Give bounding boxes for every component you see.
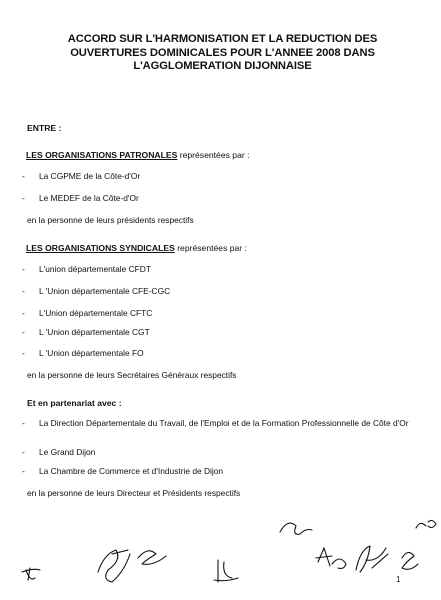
partenaire-item-text: La Direction Départementale du Travail, de l'Emploi et de la Formation Professionnelle de Côte d'Or: [39, 418, 409, 428]
syndicale-item: [22, 348, 144, 358]
syndicale-item-text: L'Union départementale CFTC: [39, 308, 153, 318]
signature-5: [280, 523, 312, 534]
syndicales-heading-label: LES ORGANISATIONS SYNDICALES: [26, 243, 175, 253]
document-title: [30, 33, 415, 74]
patronales-heading-suffix: représentées par :: [177, 150, 250, 160]
list-dash: -: [22, 327, 25, 337]
signature-3: [138, 551, 166, 565]
patronale-item-text: Le MEDEF de la Côte-d'Or: [39, 193, 139, 203]
syndicale-item: [22, 327, 150, 337]
partenaire-item: [22, 466, 224, 476]
list-dash: -: [22, 418, 25, 428]
title-line-3: L'AGGLOMERATION DIJONNAISE: [133, 60, 312, 72]
partenaire-item: [22, 418, 419, 429]
signature-6: [316, 548, 346, 569]
page-number: 1: [396, 575, 401, 584]
syndicales-heading: [26, 243, 247, 253]
partenaire-item-text: Le Grand Dijon: [39, 447, 96, 457]
list-dash: -: [22, 466, 25, 476]
signature-7: [356, 546, 388, 572]
list-dash: -: [22, 308, 25, 318]
patronale-item: [22, 193, 139, 203]
signatures-area: [0, 510, 441, 600]
list-dash: -: [22, 171, 25, 181]
partenaire-item: [22, 447, 96, 457]
syndicale-item: [22, 286, 171, 296]
entre-heading: ENTRE :: [27, 123, 62, 133]
patronale-item: [22, 171, 141, 181]
list-dash: -: [22, 447, 25, 457]
partenariat-closing: en la personne de leurs Directeur et Présidents respectifs: [27, 488, 241, 498]
list-dash: -: [22, 348, 25, 358]
title-line-1: ACCORD SUR L'HARMONISATION ET LA REDUCTION DES: [67, 33, 378, 45]
list-dash: -: [22, 264, 25, 274]
patronales-closing: en la personne de leurs présidents respectifs: [27, 215, 194, 225]
signature-2: [98, 550, 130, 582]
signature-4: [214, 560, 238, 582]
partenaire-item-text: La Chambre de Commerce et d'Industrie de Dijon: [39, 466, 224, 476]
list-dash: -: [22, 193, 25, 203]
patronales-heading-label: LES ORGANISATIONS PATRONALES: [26, 150, 178, 160]
signature-8: [402, 552, 418, 569]
list-dash: -: [22, 286, 25, 296]
syndicales-heading-suffix: représentées par :: [174, 243, 247, 253]
patronales-heading: [26, 150, 250, 160]
syndicale-item-text: L'union départementale CFDT: [39, 264, 151, 274]
signature-9: [416, 520, 436, 528]
syndicale-item: [22, 264, 151, 274]
patronale-item-text: La CGPME de la Côte-d'Or: [39, 171, 141, 181]
signature-1: [22, 568, 40, 580]
syndicale-item-text: L 'Union départementale CFE-CGC: [39, 286, 171, 296]
syndicale-item-text: L 'Union départementale CGT: [39, 327, 150, 337]
syndicale-item-text: L 'Union départementale FO: [39, 348, 144, 358]
syndicales-closing: en la personne de leurs Secrétaires Généraux respectifs: [27, 370, 237, 380]
syndicale-item: [22, 308, 153, 318]
partenariat-heading: Et en partenariat avec :: [27, 398, 122, 408]
title-line-2: OUVERTURES DOMINICALES POUR L'ANNEE 2008 DANS: [70, 46, 375, 59]
